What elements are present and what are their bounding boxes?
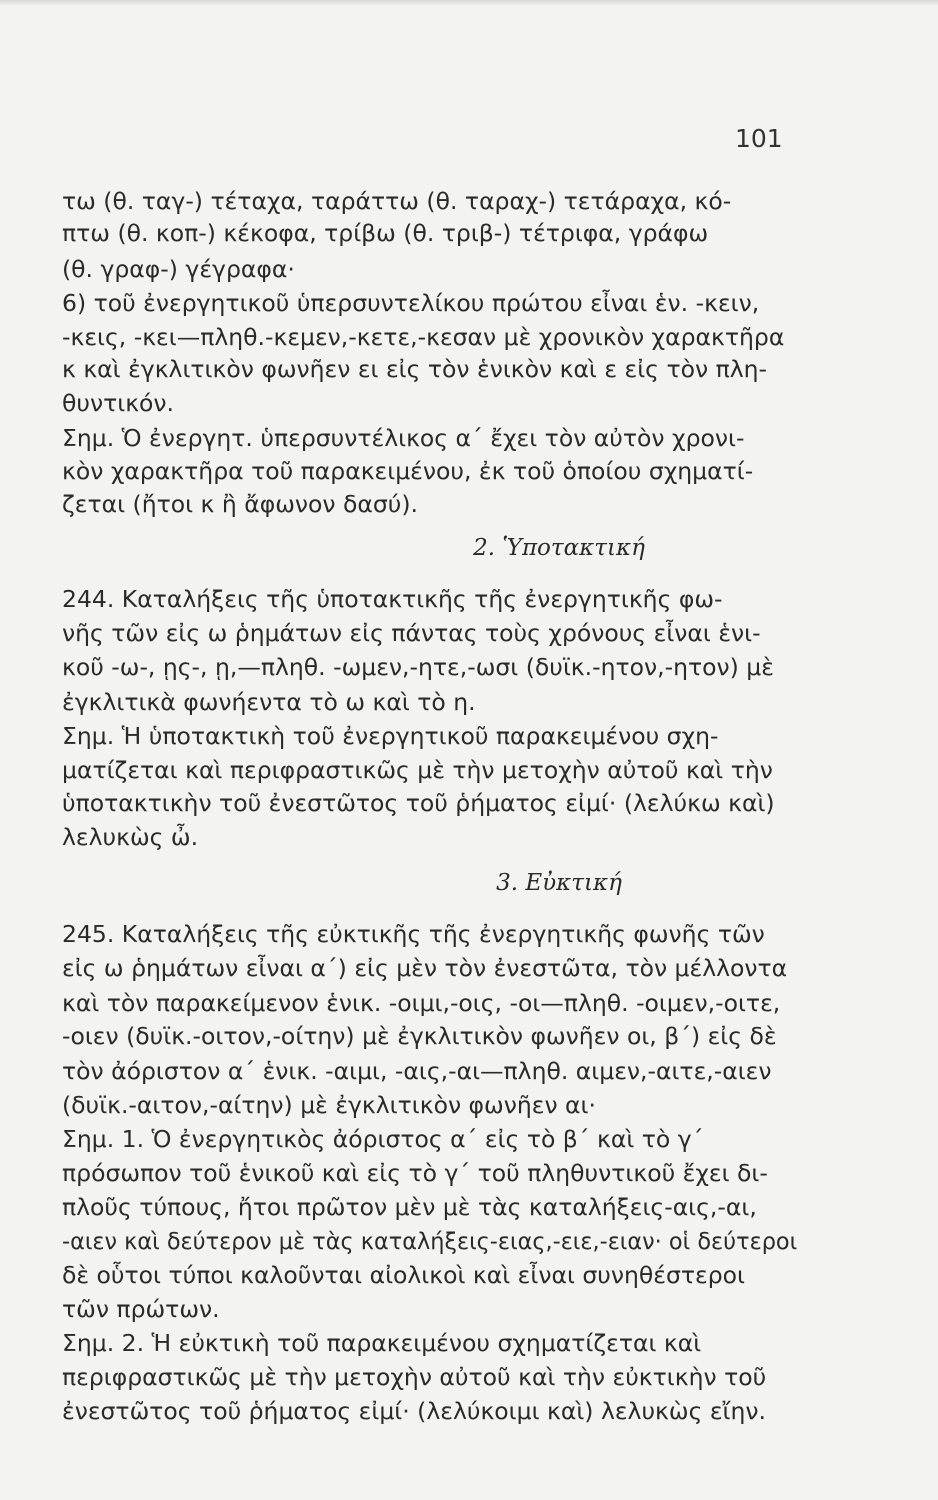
text-line: -αιεν καὶ δεύτερον μὲ τὰς καταλήξεις-ειας,-ειε,-ειαν· οἱ δεύτεροι [62,1227,798,1255]
text-line: κοῦ -ω-, ῃς-, ῃ,—πληθ. -ωμεν,-ητε,-ωσι (δυϊκ.-ητον,-ητον) μὲ [62,653,774,681]
text-line: ματίζεται καὶ περιφραστικῶς μὲ τὴν μετοχὴν αὐτοῦ καὶ τὴν [62,756,773,784]
text-line: Σημ. Ἡ ὑποτακτικὴ τοῦ ἐνεργητικοῦ παρακειμένου σχη- [62,722,719,750]
text-line: πτω (θ. κοπ-) κέκοφα, τρίβω (θ. τριβ-) τέτριφα, γράφω [62,219,709,247]
text-line: 6) τοῦ ἐνεργητικοῦ ὑπερσυντελίκου πρώτου εἶναι ἑν. -κειν, [62,289,760,317]
text-line: κὸν χαρακτῆρα τοῦ παρακειμένου, ἐκ τοῦ ὁποίου σχηματί- [62,457,754,485]
text-line: ἐνεστῶτος τοῦ ῥήματος εἰμί· (λελύκοιμι καὶ) λελυκὼς εἴην. [62,1397,766,1425]
text-line: -κεις, -κει—πληθ.-κεμεν,-κετε,-κεσαν μὲ χρονικὸν χαρακτῆρα [62,323,785,351]
text-line: εἰς ω ῥημάτων εἶναι α΄) εἰς μὲν τὸν ἐνεστῶτα, τὸν μέλλοντα [62,954,788,982]
text-line: θυντικόν. [62,389,175,417]
text-line: -οιεν (δυϊκ.-οιτον,-οίτην) μὲ ἐγκλιτικὸν φωνῆεν οι, β΄) εἰς δὲ [62,1022,777,1050]
text-line: τὸν ἀόριστον α΄ ἑνικ. -αιμι, -αις,-αι—πληθ. αιμεν,-αιτε,-αιεν [62,1057,772,1085]
page-top-edge [0,0,938,6]
text-line: νῆς τῶν εἰς ω ῥημάτων εἰς πάντας τοὺς χρόνους εἶναι ἑνι- [62,619,761,647]
text-line: περιφραστικῶς μὲ τὴν μετοχὴν αὐτοῦ καὶ τὴν εὐκτικὴν τοῦ [62,1363,767,1391]
section-heading-optative: 3. Εὐκτική [496,870,622,896]
text-line: Σημ. 1. Ὁ ἐνεργητικὸς ἀόριστος α΄ εἰς τὸ β΄ καὶ τὸ γ΄ [62,1125,704,1153]
text-line: πλοῦς τύπους, ἤτοι πρῶτον μὲν μὲ τὰς καταλήξεις-αις,-αι, [62,1193,757,1221]
text-line: δὲ οὗτοι τύποι καλοῦνται αἰολικοὶ καὶ εἶναι συνηθέστεροι [62,1261,745,1289]
text-line: κ καὶ ἐγκλιτικὸν φωνῆεν ει εἰς τὸν ἑνικὸν καὶ ε εἰς τὸν πλη- [62,355,767,383]
text-line: (δυϊκ.-αιτον,-αίτην) μὲ ἐγκλιτικὸν φωνῆεν αι· [62,1091,596,1119]
text-line: 244. Καταλήξεις τῆς ὑποτακτικῆς τῆς ἐνεργητικῆς φω- [62,585,723,613]
text-line: Σημ. Ὁ ἐνεργητ. ὑπερσυντέλικος α΄ ἔχει τὸν αὐτὸν χρονι- [62,424,745,452]
text-line: ζεται (ἤτοι κ ἢ ἄφωνον δασύ). [62,490,419,518]
section-heading-subjunctive: 2. Ὑποτακτική [473,535,645,561]
page-number: 101 [735,124,783,153]
text-line: ὑποτακτικὴν τοῦ ἐνεστῶτος τοῦ ῥήματος εἰμί· (λελύκω καὶ) [62,789,775,817]
text-line: λελυκὼς ὦ. [62,823,199,851]
text-line: ἐγκλιτικὰ φωνήεντα τὸ ω καὶ τὸ η. [62,688,476,716]
text-line: τω (θ. ταγ-) τέταχα, ταράττω (θ. ταραχ-) τετάραχα, κό- [62,187,732,215]
text-line: τῶν πρώτων. [62,1295,220,1323]
text-line: Σημ. 2. Ἡ εὐκτικὴ τοῦ παρακειμένου σχηματίζεται καὶ [62,1329,702,1357]
text-line: (θ. γραφ-) γέγραφα· [62,255,295,283]
text-line: 245. Καταλήξεις τῆς εὐκτικῆς τῆς ἐνεργητικῆς φωνῆς τῶν [62,920,765,948]
text-line: καὶ τὸν παρακείμενον ἑνικ. -οιμι,-οις, -οι—πληθ. -οιμεν,-οιτε, [62,989,781,1017]
text-line: πρόσωπον τοῦ ἑνικοῦ καὶ εἰς τὸ γ΄ τοῦ πληθυντικοῦ ἔχει δι- [62,1159,768,1187]
